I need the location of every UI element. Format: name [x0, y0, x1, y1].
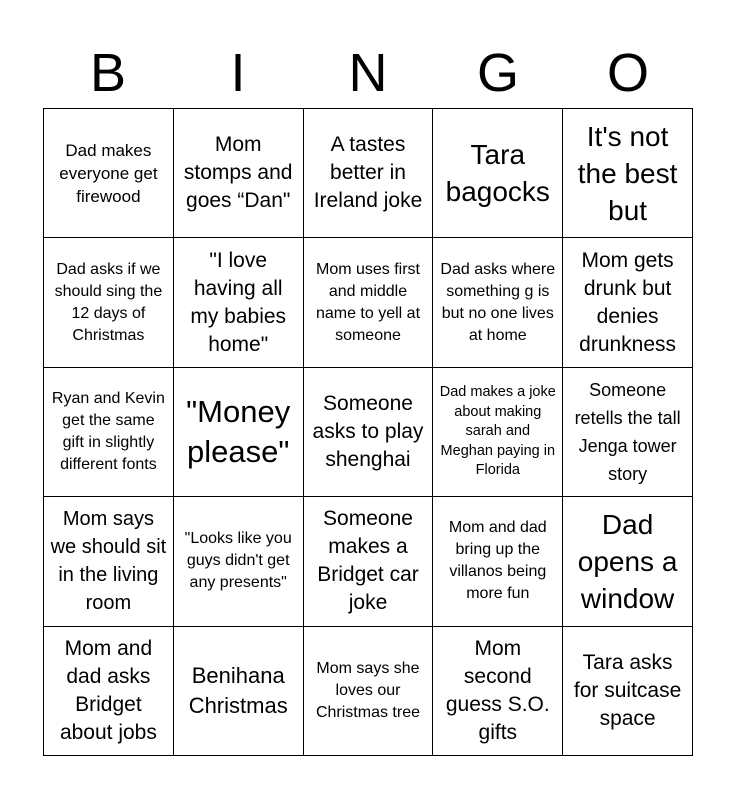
bingo-cell-r5-c3[interactable]: [304, 627, 434, 756]
cell-text: It's not the best but: [577, 120, 678, 226]
bingo-cell-r2-c3[interactable]: [304, 238, 434, 367]
cell-text: Mom gets drunk but denies drunkness: [579, 248, 677, 356]
bingo-cell-r5-c4[interactable]: [433, 627, 563, 756]
cell-text: Someone asks to play shenghai: [312, 391, 424, 471]
cell-text: Mom and dad bring up the villanos being more fun: [448, 519, 547, 603]
bingo-cell-r2-c5[interactable]: [563, 238, 693, 367]
cell-text: Ryan and Kevin get the same gift in slightly different fonts: [51, 389, 165, 473]
bingo-cell-r3-c1[interactable]: [44, 368, 174, 497]
cell-text: Mom stomps and goes “Dan": [183, 133, 293, 213]
bingo-cell-r4-c5[interactable]: [563, 497, 693, 626]
bingo-cell-r3-c5[interactable]: [563, 368, 693, 497]
bingo-cell-r5-c1[interactable]: [44, 627, 174, 756]
cell-text: Dad opens a window: [577, 508, 678, 614]
cell-text: Mom uses first and middle name to yell at someone: [315, 260, 421, 344]
header-letter-n: N: [348, 43, 388, 103]
bingo-cell-r2-c2[interactable]: [174, 238, 304, 367]
cell-text: Mom second guess S.O. gifts: [445, 636, 550, 744]
bingo-cell-r1-c5[interactable]: [563, 109, 693, 238]
cell-text: A tastes better in Ireland joke: [313, 133, 423, 213]
bingo-cell-r1-c1[interactable]: [44, 109, 174, 238]
cell-text: Mom and dad asks Bridget about jobs: [59, 636, 157, 744]
bingo-cell-r5-c2[interactable]: [174, 627, 304, 756]
header-letter-o: O: [606, 43, 649, 103]
bingo-cell-r1-c2[interactable]: [174, 109, 304, 238]
bingo-cell-r4-c2[interactable]: [174, 497, 304, 626]
cell-text: Mom says she loves our Christmas tree: [315, 659, 420, 721]
bingo-cell-r1-c4[interactable]: [433, 109, 563, 238]
cell-text: Someone retells the tall Jenga tower story: [574, 379, 681, 484]
bingo-cell-r2-c4[interactable]: [433, 238, 563, 367]
header-letter-i: I: [230, 43, 246, 103]
header-letter-b: B: [89, 43, 127, 103]
cell-text: Mom says we should sit in the living room: [50, 508, 167, 615]
cell-text: "I love having all my babies home": [190, 248, 287, 356]
bingo-cell-r3-c4[interactable]: [433, 368, 563, 497]
cell-text: Tara bagocks: [445, 139, 550, 208]
bingo-cell-r5-c5[interactable]: [563, 627, 693, 756]
bingo-cell-r3-c2[interactable]: [174, 368, 304, 497]
bingo-card-grid: [43, 108, 693, 756]
bingo-cell-r2-c1[interactable]: [44, 238, 174, 367]
cell-text: Dad asks where something g is but no one lives at home: [440, 260, 556, 344]
bingo-header: [43, 38, 693, 108]
bingo-cell-r4-c4[interactable]: [433, 497, 563, 626]
cell-text: Dad makes everyone get firewood: [59, 140, 158, 206]
cell-text: Tara asks for suitcase space: [573, 650, 682, 730]
bingo-cell-r4-c1[interactable]: [44, 497, 174, 626]
cell-text: Benihana Christmas: [188, 662, 288, 718]
header-letter-g: G: [476, 43, 519, 103]
bingo-cell-r3-c3[interactable]: [304, 368, 434, 497]
bingo-cell-r4-c3[interactable]: [304, 497, 434, 626]
cell-text: Dad asks if we should sing the 12 days of Christmas: [54, 260, 163, 344]
cell-text: Dad makes a joke about making sarah and Meghan paying in Florida: [439, 384, 556, 479]
cell-text: "Money please": [186, 393, 291, 469]
bingo-cell-r1-c3[interactable]: [304, 109, 434, 238]
cell-text: "Looks like you guys didn't get any presents": [184, 530, 292, 592]
cell-text: Someone makes a Bridget car joke: [317, 507, 419, 615]
